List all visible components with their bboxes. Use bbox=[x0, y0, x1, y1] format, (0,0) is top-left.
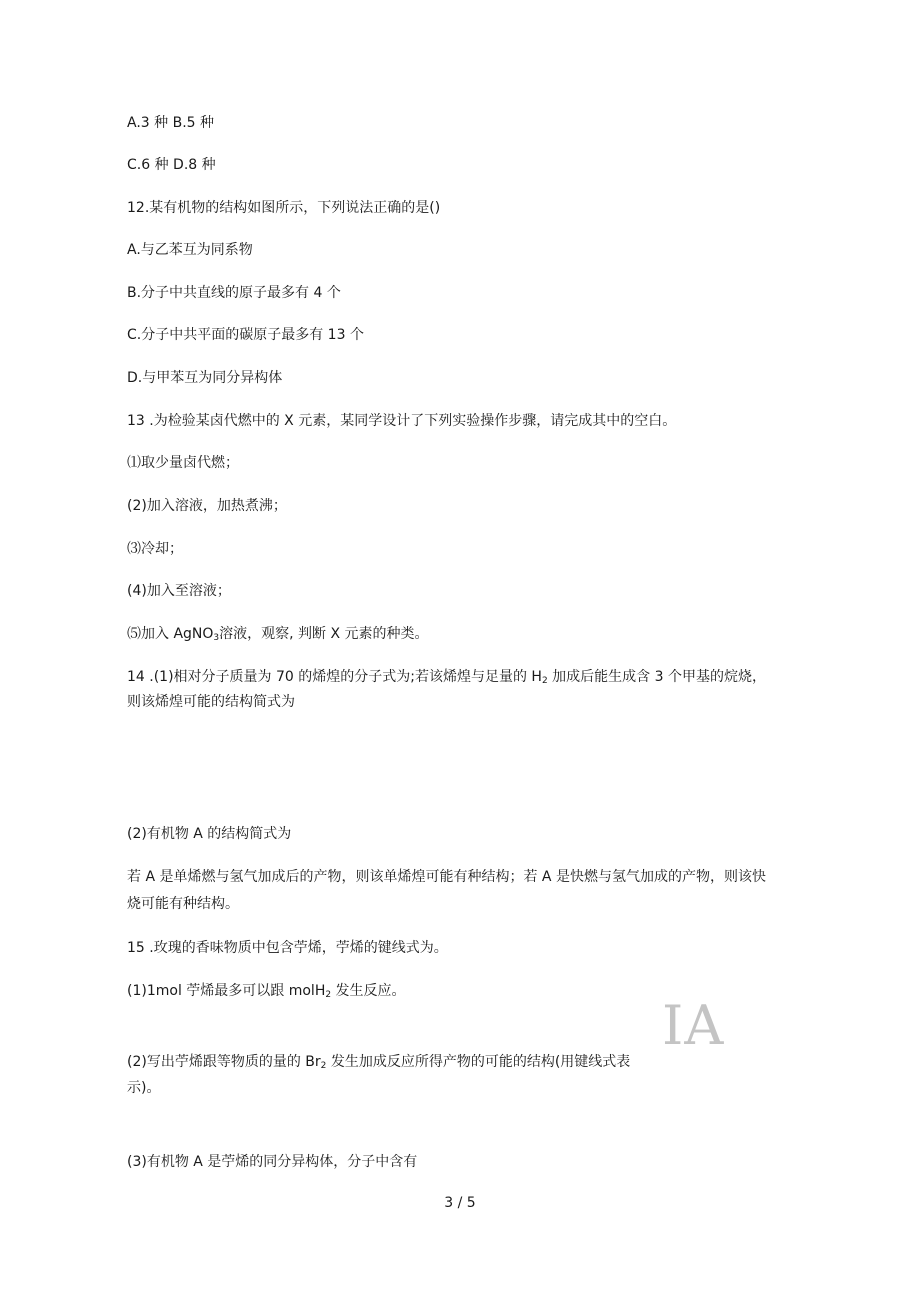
q14-part-3-line-1: 若 A 是单烯燃与氢气加成后的产物，则该单烯煌可能有种结构；若 A 是快燃与氢气加成的产物，则该快 bbox=[127, 869, 766, 885]
q13-step-5 bbox=[127, 623, 429, 645]
q14-stem-post: 加成后能生成含 3 个甲基的烷烧， bbox=[547, 669, 766, 685]
q15-part-2-sub: 2 bbox=[320, 1061, 327, 1071]
q11-options-cd: C.6 种 D.8 种 bbox=[127, 157, 216, 173]
q13-step-3: ⑶冷却； bbox=[127, 541, 183, 557]
q15-part-1-sub: 2 bbox=[325, 990, 332, 1000]
page-number: 3 / 5 bbox=[444, 1195, 476, 1211]
q11-options-ab: A.3 种 B.5 种 bbox=[127, 115, 215, 131]
q15-part-3: (3)有机物 A 是苧烯的同分异构体，分子中含有 bbox=[127, 1154, 418, 1170]
q13-step-5-pre: ⑸加入 AgNO bbox=[127, 626, 214, 642]
q15-part-2-pre: (2)写出苧烯跟等物质的量的 Br bbox=[127, 1054, 321, 1070]
q12-option-a: A.与乙苯互为同系物 bbox=[127, 242, 253, 258]
q15-stem: 15 .玫瑰的香味物质中包含苧烯，苧烯的键线式为。 bbox=[127, 940, 448, 956]
q15-part-2-line-2: 示)。 bbox=[127, 1080, 161, 1096]
figure-glyph: IA bbox=[662, 994, 725, 1057]
q12-stem: 12.某有机物的结构如图所示，下列说法正确的是() bbox=[127, 200, 441, 216]
q13-stem: 13 .为检验某卤代燃中的 X 元素，某同学设计了下列实验操作步骤，请完成其中的空白。 bbox=[127, 413, 677, 429]
q15-part-1-pre: (1)1mol 苧烯最多可以跟 molH bbox=[127, 983, 326, 999]
q15-part-1 bbox=[127, 980, 406, 1002]
q14-stem-line-2: 则该烯煌可能的结构简式为 bbox=[127, 694, 295, 710]
q14-part-2: (2)有机物 A 的结构简式为 bbox=[127, 826, 292, 842]
q15-part-1-post: 发生反应。 bbox=[331, 983, 406, 999]
q15-part-2-line-1 bbox=[127, 1051, 630, 1073]
q15-part-2-post: 发生加成反应所得产物的可能的结构(用键线式表 bbox=[326, 1054, 631, 1070]
q13-step-2: (2)加入溶液，加热煮沸； bbox=[127, 498, 287, 514]
q12-option-b: B.分子中共直线的原子最多有 4 个 bbox=[127, 285, 341, 301]
q13-step-4: (4)加入至溶液； bbox=[127, 583, 231, 599]
q14-part-3-line-2: 烧可能有种结构。 bbox=[127, 896, 239, 912]
q14-stem-pre: 14 .(1)相对分子质量为 70 的烯煌的分子式为;若该烯煌与足量的 H bbox=[127, 669, 542, 685]
q14-stem bbox=[127, 666, 766, 688]
q12-option-d: D.与甲苯互为同分异构体 bbox=[127, 370, 283, 386]
q13-step-5-sub: 3 bbox=[213, 633, 220, 643]
q13-step-1: ⑴取少量卤代燃； bbox=[127, 455, 239, 471]
q12-option-c: C.分子中共平面的碳原子最多有 13 个 bbox=[127, 327, 364, 343]
q13-step-5-post: 溶液，观察, 判断 X 元素的种类。 bbox=[219, 626, 429, 642]
q14-stem-sub: 2 bbox=[541, 676, 548, 686]
